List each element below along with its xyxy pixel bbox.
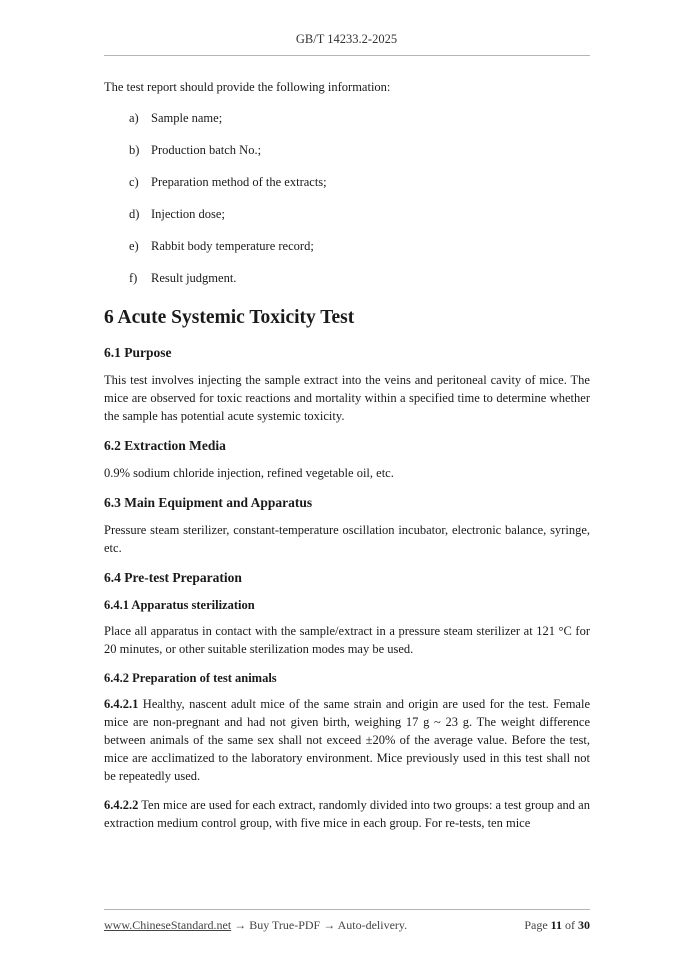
page-number [524,918,590,933]
current-page: 11 [550,918,562,932]
section-6-4-1-title: 6.4.1 Apparatus sterilization [104,598,255,612]
clause-text: Ten mice are used for each extract, randomly divided into two groups: a test group and an extraction medium control group, with five mice in each group. For re-tests, ten mice [104,798,590,830]
section-6-4-1-text: Place all apparatus in contact with the sample/extract in a pressure steam sterilizer at 121 °C for 20 minutes, or other suitable sterilization modes may be used. [104,624,590,656]
section-6-4-title: 6.4 Pre-test Preparation [104,570,242,585]
section-6-1-title: 6.1 Purpose [104,345,172,360]
list-marker: d) [129,207,140,221]
page-footer [104,918,590,933]
site-link[interactable]: www.ChineseStandard.net [104,918,232,932]
header-divider [104,55,590,56]
section-6-3-title: 6.3 Main Equipment and Apparatus [104,495,313,510]
document-header: GB/T 14233.2-2025 [295,32,398,46]
section-6-4-2-2-paragraph [104,796,590,832]
arrow-right-icon: → [323,918,336,932]
list-text: Injection dose; [151,207,225,221]
clause-number: 6.4.2.2 [104,798,139,812]
buy-pdf-text: Buy True-PDF [249,918,321,932]
footer-promo [104,918,407,933]
section-6-title: 6 Acute Systemic Toxicity Test [104,307,355,328]
page-label: Page [524,918,548,932]
list-item [104,265,590,297]
clause-number: 6.4.2.1 [104,697,139,711]
list-marker: e) [129,239,139,253]
list-text: Production batch No.; [151,143,262,157]
list-item [104,105,590,137]
section-6-2-text: 0.9% sodium chloride injection, refined vegetable oil, etc. [104,466,394,480]
list-item [104,169,590,201]
list-item [104,137,590,169]
total-pages: 30 [578,918,590,932]
clause-text: Healthy, nascent adult mice of the same strain and origin are used for the test. Female mice are non-pregnant and had not given birth, weighing 17 g ~ 23 g. The weight difference between animals of the same sex shall not exceed ±20% of the average value. Before the test, mice are acclimatized to the laboratory environment. Mice previously used in this test shall not be repeatedly used. [104,697,590,783]
list-marker: a) [129,111,139,125]
section-6-4-2-1-paragraph [104,695,590,785]
list-marker: c) [129,175,139,189]
list-marker: b) [129,143,140,157]
report-items-list [104,105,590,297]
list-text: Result judgment. [151,271,237,285]
section-6-1-text: This test involves injecting the sample extract into the veins and peritoneal cavity of mice. The mice are observed for toxic reactions and mortality within a specified time to determine whether the sample has potential acute systemic toxicity. [104,373,590,423]
section-6-3-text: Pressure steam sterilizer, constant-temperature oscillation incubator, electronic balance, syringe, etc. [104,523,590,555]
list-text: Rabbit body temperature record; [151,239,314,253]
list-marker: f) [129,271,138,285]
footer-divider [104,909,590,910]
list-item [104,201,590,233]
section-6-4-2-title: 6.4.2 Preparation of test animals [104,671,277,685]
list-item [104,233,590,265]
page-content [104,78,590,843]
report-intro: The test report should provide the following information: [104,80,391,94]
section-6-2-title: 6.2 Extraction Media [104,438,226,453]
list-text: Preparation method of the extracts; [151,175,327,189]
list-text: Sample name; [151,111,223,125]
of-label: of [565,918,575,932]
auto-delivery-text: Auto-delivery. [337,918,408,932]
arrow-right-icon: → [234,918,247,932]
